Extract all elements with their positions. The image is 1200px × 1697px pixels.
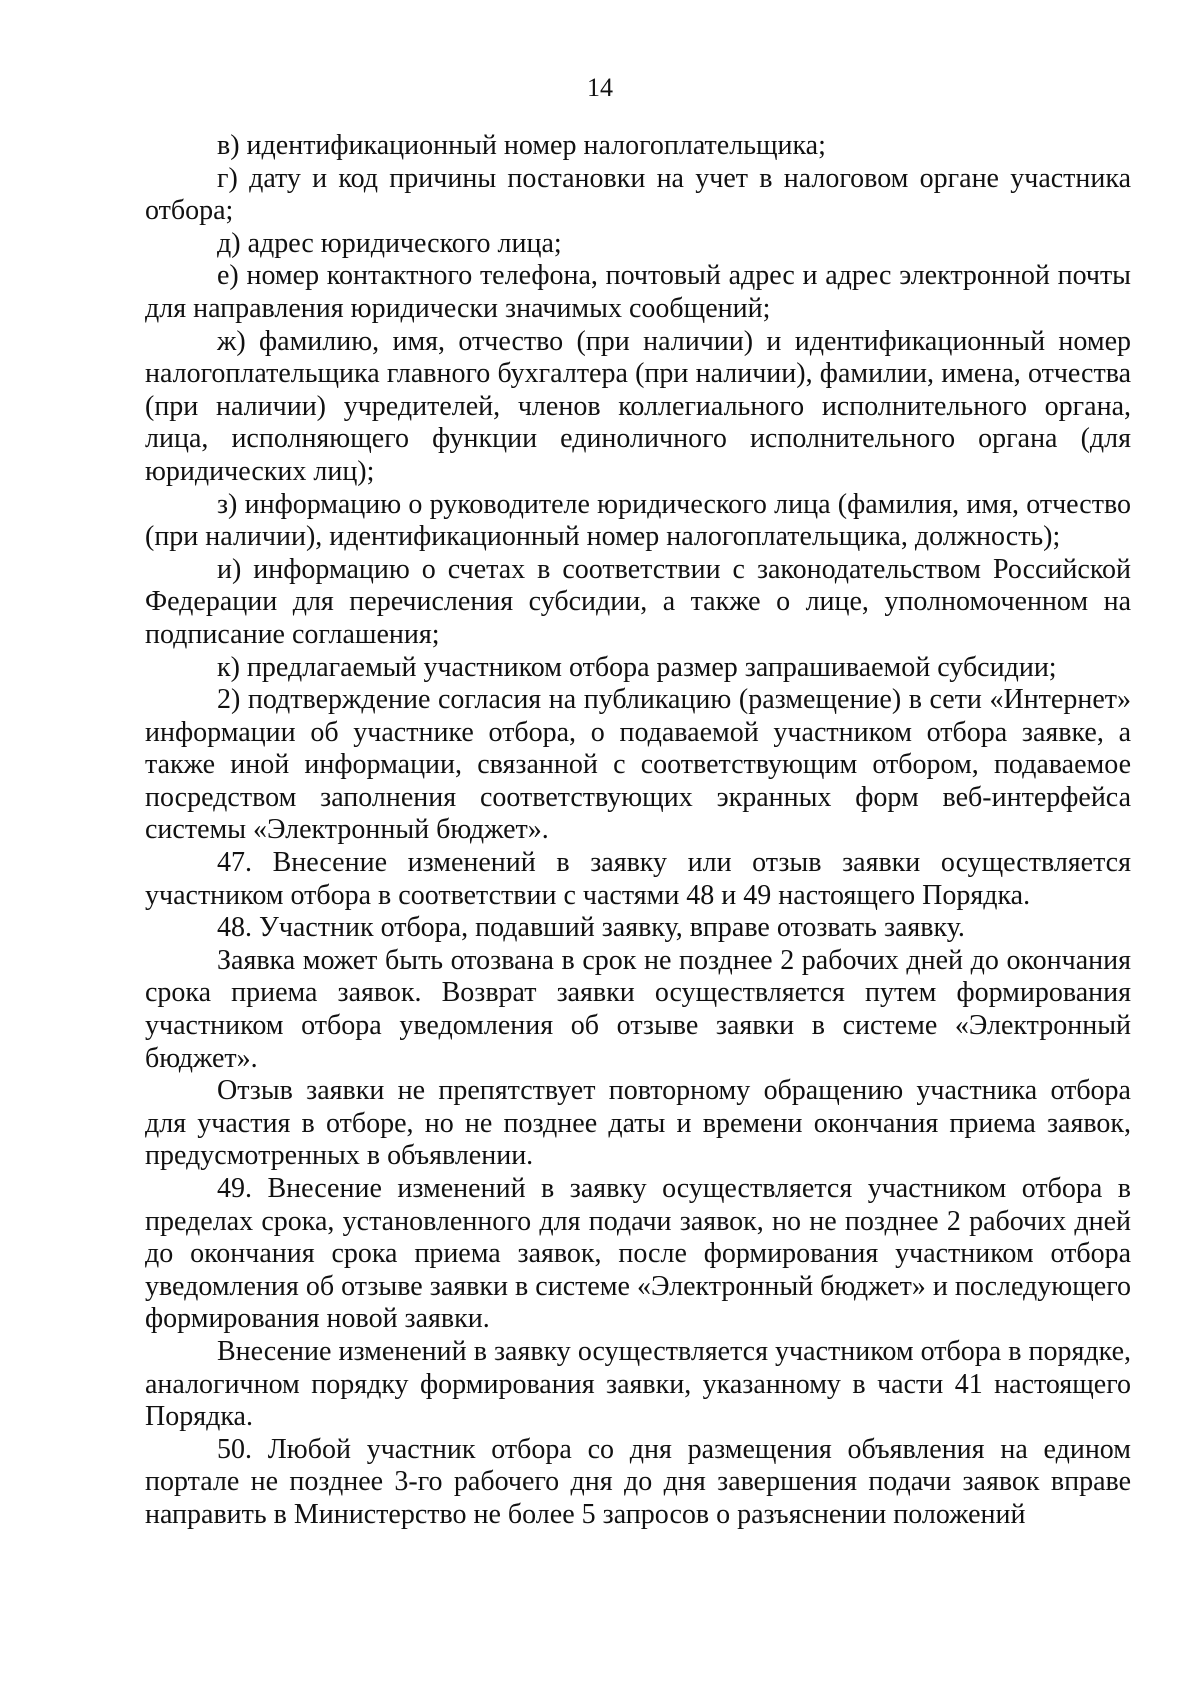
page-number: 14 — [587, 73, 613, 102]
document-body — [145, 130, 1131, 1532]
paragraph-item-zh: ж) фамилию, имя, отчество (при наличии) и идентификационный номер налогоплательщика главного бухгалтера (при наличии), фамилии, имена, отчества (при наличии) учредителей, членов коллегиального исполнительного органа, лица, исполняющего функции единоличного исполнительного органа (для юридических лиц); — [145, 325, 1131, 487]
paragraph-withdrawal-effect: Отзыв заявки не препятствует повторному обращению участника отбора для участия в отборе, но не позднее даты и времени окончания приема заявок, предусмотренных в объявлении. — [145, 1075, 1131, 1172]
paragraph-item-d: д) адрес юридического лица; — [217, 227, 562, 259]
paragraph-section-49: 49. Внесение изменений в заявку осуществляется участником отбора в пределах срока, установленного для подачи заявок, но не позднее 2 рабочих дней до окончания срока приема заявок, после формирования участником отбора уведомления об отзыве заявки в системе «Электронный бюджет» и последующего формирования новой заявки. — [145, 1173, 1131, 1335]
paragraph-section-48: 48. Участник отбора, подавший заявку, вправе отозвать заявку. — [217, 912, 965, 944]
paragraph-item-2: 2) подтверждение согласия на публикацию (размещение) в сети «Интернет» информации об участнике отбора, о подаваемой участником отбора заявке, а также иной информации, связанной с соответствующим отбором, подаваемое посредством заполнения соответствующих экранных форм веб-интерфейса системы «Электронный бюджет». — [145, 684, 1131, 846]
paragraph-section-50: 50. Любой участник отбора со дня размещения объявления на едином портале не позднее 3-го рабочего дня до дня завершения подачи заявок вправе направить в Министерство не более 5 запросов о разъяснении положений — [145, 1433, 1131, 1530]
paragraph-section-47: 47. Внесение изменений в заявку или отзыв заявки осуществляется участником отбора в соответствии с частями 48 и 49 настоящего Порядка. — [145, 847, 1131, 911]
paragraph-withdrawal-terms: Заявка может быть отозвана в срок не позднее 2 рабочих дней до окончания срока приема заявок. Возврат заявки осуществляется путем формирования участником отбора уведомления об отзыве заявки в системе «Электронный бюджет». — [145, 944, 1131, 1074]
paragraph-item-v: в) идентификационный номер налогоплательщика; — [217, 130, 826, 161]
paragraph-item-k: к) предлагаемый участником отбора размер запрашиваемой субсидии; — [217, 651, 1057, 683]
paragraph-item-z: з) информацию о руководителе юридического лица (фамилия, имя, отчество (при наличии), идентификационный номер налогоплательщика, должность); — [145, 488, 1131, 553]
paragraph-item-g: г) дату и код причины постановки на учет в налоговом органе участника отбора; — [145, 162, 1131, 227]
paragraph-item-i: и) информацию о счетах в соответствии с законодательством Российской Федерации для перечисления субсидии, а также о лице, уполномоченном на подписание соглашения; — [145, 553, 1131, 650]
paragraph-item-e: е) номер контактного телефона, почтовый адрес и адрес электронной почты для направления юридически значимых сообщений; — [145, 260, 1131, 324]
paragraph-changes-order: Внесение изменений в заявку осуществляется участником отбора в порядке, аналогичном порядку формирования заявки, указанному в части 41 настоящего Порядка. — [145, 1335, 1131, 1433]
